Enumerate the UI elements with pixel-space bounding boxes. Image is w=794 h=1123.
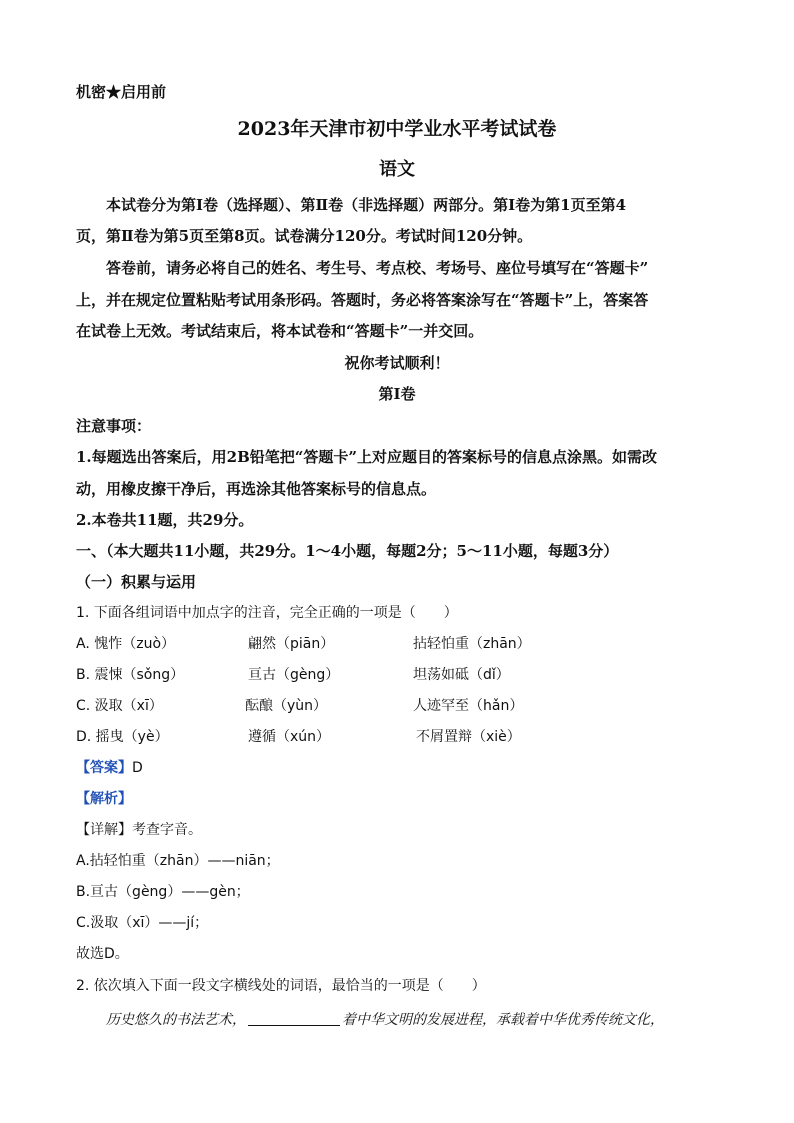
q1-option-d-2: 遵循（xún） <box>248 729 331 745</box>
q1-option-b-2: 亘古（gèng） <box>248 667 340 683</box>
volume-label: 第Ⅰ卷 <box>378 385 416 403</box>
q1-option-a-1: A. 愧怍（zuò） <box>76 636 176 652</box>
q1-analysis-line-c: C.汲取（xī）——jí； <box>76 915 209 931</box>
analysis-tag: 【解析】 <box>76 791 132 807</box>
q1-option-a-3: 拈轻怕重（zhān） <box>413 636 531 652</box>
q1-option-c-3: 人迹罕至（hǎn） <box>413 698 524 714</box>
q2-passage <box>106 1010 664 1030</box>
intro-para2-line2: 上，并在规定位置粘贴考试用条形码。答题时，务必将答案涂写在“答题卡”上，答案答 <box>76 291 649 309</box>
q1-option-a-2: 翩然（piān） <box>248 636 335 652</box>
intro-para2-line3: 在试卷上无效。考试结束后，将本试卷和“答题卡”一并交回。 <box>76 322 484 340</box>
notice-item1-line2: 动，用橡皮擦干净后，再选涂其他答案标号的信息点。 <box>76 480 437 498</box>
answer-value: D <box>132 760 143 776</box>
q2-passage-after: 着中华文明的发展进程，承载着中华优秀传统文化， <box>342 1012 664 1028</box>
good-luck-text: 祝你考试顺利！ <box>344 354 450 372</box>
q1-option-d-3: 不屑置辩（xiè） <box>416 729 521 745</box>
notice-heading: 注意事项： <box>76 417 152 435</box>
answer-tag: 【答案】 <box>76 760 132 776</box>
section1-heading: 一、（本大题共11小题，共29分。1～4小题，每题2分；5～11小题，每题3分） <box>76 542 619 560</box>
notice-item1-line1: 1.每题选出答案后，用2B铅笔把“答题卡”上对应题目的答案标号的信息点涂黑。如需改 <box>76 448 658 466</box>
q1-conclusion: 故选D。 <box>76 946 129 962</box>
q2-stem: 2. 依次填入下面一段文字横线处的词语，最恰当的一项是（ ） <box>76 978 486 994</box>
section1-sub: （一）积累与运用 <box>76 573 197 591</box>
notice-item2: 2.本卷共11题，共29分。 <box>76 511 254 529</box>
q1-analysis-line-b: B.亘古（gèng）——gèn； <box>76 884 250 900</box>
q1-option-c-2: 酝酿（yùn） <box>245 698 328 714</box>
intro-para1-line2: 页，第Ⅱ卷为第5页至第8页。试卷满分120分。考试时间120分钟。 <box>76 227 533 245</box>
fill-blank <box>248 1011 340 1026</box>
q1-analysis-line-a: A.拈轻怕重（zhān）——niān； <box>76 853 280 869</box>
q1-answer <box>76 758 143 778</box>
q1-option-b-3: 坦荡如砥（dǐ） <box>413 667 510 683</box>
q1-detail: 【详解】考查字音。 <box>76 822 202 838</box>
confidential-label: 机密★启用前 <box>76 83 167 101</box>
intro-para1-line1: 本试卷分为第Ⅰ卷（选择题）、第Ⅱ卷（非选择题）两部分。第Ⅰ卷为第1页至第4 <box>106 196 627 214</box>
subject-title: 语文 <box>379 159 415 180</box>
q1-option-d-1: D. 摇曳（yè） <box>76 729 169 745</box>
exam-title: 2023年天津市初中学业水平考试试卷 <box>237 118 557 140</box>
q2-passage-before: 历史悠久的书法艺术， <box>106 1012 246 1028</box>
q1-stem: 1. 下面各组词语中加点字的注音，完全正确的一项是（ ） <box>76 605 458 621</box>
intro-para2-line1: 答卷前，请务必将自己的姓名、考生号、考点校、考场号、座位号填写在“答题卡” <box>106 259 649 277</box>
q1-option-c-1: C. 汲取（xī） <box>76 698 163 714</box>
q1-option-b-1: B. 震悚（sǒng） <box>76 667 185 683</box>
